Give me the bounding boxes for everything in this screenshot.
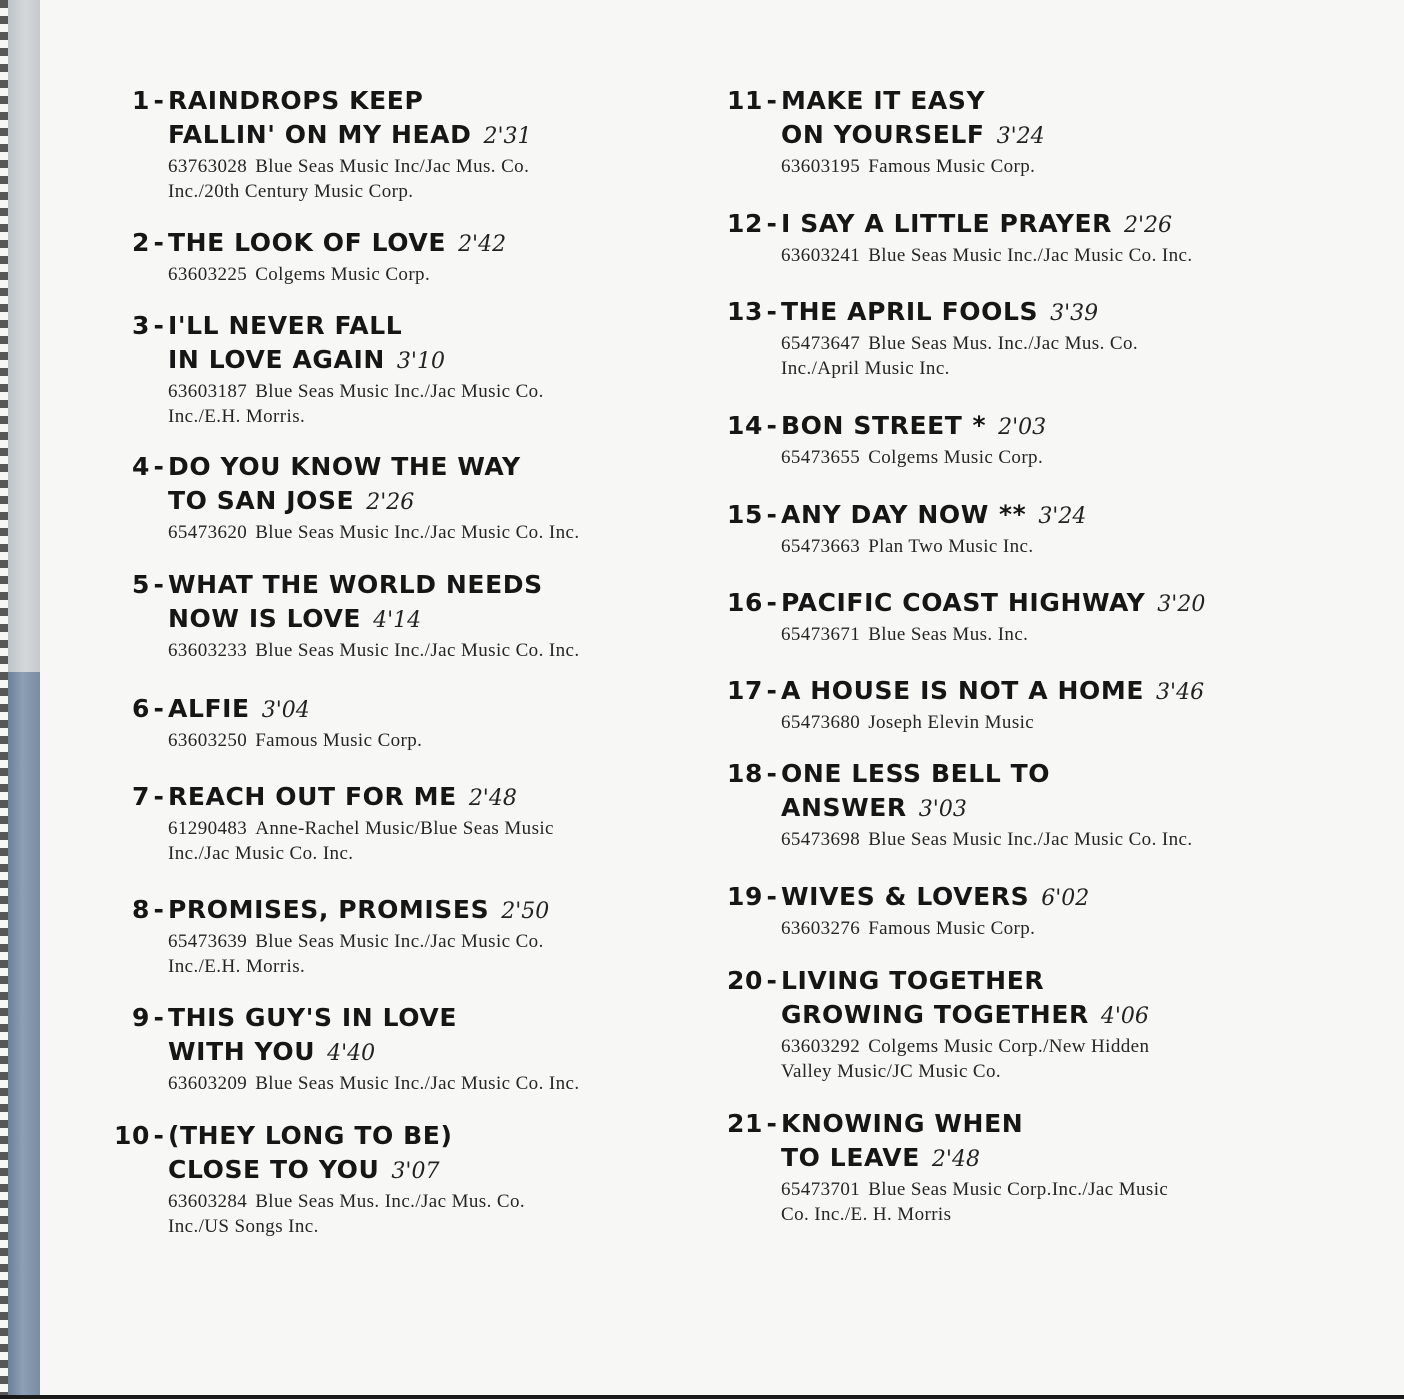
track-duration: 3'03: [918, 797, 967, 822]
track-title: [713, 207, 1193, 243]
publisher-text: Colgems Music Corp.: [868, 447, 1044, 468]
track-number-separator: -: [766, 966, 778, 995]
publisher-line: [781, 1177, 1168, 1202]
track-title-line: [100, 1001, 580, 1035]
track-entry: [100, 84, 532, 204]
catalog-code: 63603241: [781, 245, 861, 266]
publisher-line: [781, 710, 1204, 735]
track-title-line: [713, 964, 1149, 998]
track-publishing-info: [713, 243, 1193, 268]
publisher-text: Blue Seas Music Inc./Jac Music Co. Inc.: [868, 829, 1193, 850]
track-entry: [100, 450, 580, 545]
track-number-separator: -: [766, 86, 778, 115]
track-title-line: [713, 674, 1204, 710]
track-entry: [713, 295, 1138, 381]
track-entry: [713, 674, 1204, 735]
publisher-text: Colgems Music Corp.: [255, 264, 431, 285]
track-number: 5: [132, 570, 150, 599]
publisher-text: Co. Inc./E. H. Morris: [781, 1204, 952, 1225]
track-title: [100, 309, 544, 379]
track-entry: [100, 309, 544, 429]
publisher-line: [168, 379, 544, 404]
catalog-code: 65473639: [168, 931, 248, 952]
track-title: [100, 893, 549, 929]
catalog-code: 65473701: [781, 1179, 861, 1200]
track-title: [100, 226, 506, 262]
track-title-line: [100, 568, 580, 602]
track-title-line: [100, 84, 532, 118]
publisher-line: [168, 841, 554, 866]
publisher-line: [168, 179, 532, 204]
track-title-text: PROMISES, PROMISES: [168, 895, 490, 924]
catalog-code: 63603195: [781, 156, 861, 177]
track-publishing-info: [713, 1177, 1168, 1227]
track-number-separator: -: [766, 676, 778, 705]
binding-edge: [0, 0, 8, 1399]
track-number-separator: -: [153, 228, 165, 257]
track-entry: [100, 568, 580, 663]
publisher-text: Inc./20th Century Music Corp.: [168, 181, 414, 202]
track-number-separator: -: [153, 570, 165, 599]
track-title-text: MAKE IT EASY: [781, 86, 986, 115]
publisher-text: Blue Seas Music Corp.Inc./Jac Music: [868, 1179, 1169, 1200]
track-duration: 2'50: [501, 899, 550, 924]
track-title-text: RAINDROPS KEEP: [168, 86, 424, 115]
publisher-text: Blue Seas Music Inc./Jac Music Co. Inc.: [255, 640, 580, 661]
catalog-code: 65473680: [781, 712, 861, 733]
track-number-separator: -: [766, 500, 778, 529]
track-duration: 3'24: [1038, 504, 1087, 529]
track-number: 4: [132, 452, 150, 481]
publisher-text: Famous Music Corp.: [255, 730, 423, 751]
track-entry: [100, 1001, 580, 1096]
track-publishing-info: [713, 827, 1193, 852]
publisher-text: Inc./E.H. Morris.: [168, 406, 306, 427]
track-publishing-info: [100, 520, 580, 545]
publisher-text: Blue Seas Music Inc./Jac Music Co.: [255, 381, 544, 402]
publisher-line: [168, 154, 532, 179]
catalog-code: 65473647: [781, 333, 861, 354]
publisher-line: [168, 638, 580, 663]
publisher-text: Blue Seas Music Inc./Jac Music Co. Inc.: [255, 1073, 580, 1094]
catalog-code: 63603209: [168, 1073, 248, 1094]
track-title-text: LIVING TOGETHER: [781, 966, 1045, 995]
track-publishing-info: [713, 916, 1089, 941]
track-number: 19: [727, 882, 763, 911]
catalog-code: 65473620: [168, 522, 248, 543]
track-number: 8: [132, 895, 150, 924]
publisher-line: [781, 445, 1046, 470]
track-number: 20: [727, 966, 763, 995]
track-duration: 6'02: [1041, 886, 1090, 911]
track-title: [100, 1001, 580, 1071]
track-title-line: [100, 1035, 580, 1071]
track-duration: 3'46: [1156, 680, 1205, 705]
track-number: 7: [132, 782, 150, 811]
publisher-line: [781, 1202, 1168, 1227]
catalog-code: 61290483: [168, 818, 248, 839]
publisher-text: Blue Seas Mus. Inc./Jac Mus. Co.: [255, 1191, 526, 1212]
track-title-text: GROWING TOGETHER: [781, 1000, 1089, 1029]
track-publishing-info: [713, 710, 1204, 735]
publisher-line: [168, 954, 549, 979]
publisher-line: [168, 262, 506, 287]
track-number: 1: [132, 86, 150, 115]
publisher-line: [781, 331, 1138, 356]
track-duration: 4'14: [373, 608, 422, 633]
track-entry: [713, 207, 1193, 268]
track-publishing-info: [100, 1189, 525, 1239]
track-duration: 4'06: [1100, 1004, 1149, 1029]
track-title-text: THE LOOK OF LOVE: [168, 228, 447, 257]
catalog-code: 63603284: [168, 1191, 248, 1212]
publisher-line: [781, 154, 1045, 179]
track-duration: 4'40: [327, 1041, 376, 1066]
publisher-line: [168, 1189, 525, 1214]
track-number: 2: [132, 228, 150, 257]
track-title-text: ON YOURSELF: [781, 120, 985, 149]
track-title: [713, 674, 1204, 710]
track-number-separator: -: [766, 209, 778, 238]
track-title-line: [100, 1153, 525, 1189]
track-entry: [713, 880, 1089, 941]
track-title-text: KNOWING WHEN: [781, 1109, 1024, 1138]
catalog-code: 63603233: [168, 640, 248, 661]
publisher-line: [781, 622, 1205, 647]
track-title-text: DO YOU KNOW THE WAY: [168, 452, 521, 481]
track-duration: 3'39: [1050, 301, 1099, 326]
publisher-text: Joseph Elevin Music: [868, 712, 1035, 733]
track-number-separator: -: [153, 694, 165, 723]
publisher-text: Blue Seas Mus. Inc.: [868, 624, 1029, 645]
track-title-text: BON STREET: [781, 411, 963, 440]
publisher-line: [168, 1214, 525, 1239]
track-number-separator: -: [766, 759, 778, 788]
track-duration: 2'26: [1124, 213, 1173, 238]
track-title-text: WHAT THE WORLD NEEDS: [168, 570, 543, 599]
track-number-separator: -: [153, 782, 165, 811]
track-publishing-info: [713, 622, 1205, 647]
track-number: 6: [132, 694, 150, 723]
track-title: [100, 568, 580, 638]
catalog-code: 65473698: [781, 829, 861, 850]
track-title-text: FALLIN' ON MY HEAD: [168, 120, 472, 149]
track-title-line: [713, 998, 1149, 1034]
track-duration: 3'04: [261, 698, 310, 723]
publisher-text: Plan Two Music Inc.: [868, 536, 1034, 557]
track-title-line: [713, 409, 1046, 445]
track-title-line: [100, 450, 580, 484]
track-title-text: PACIFIC COAST HIGHWAY: [781, 588, 1146, 617]
track-title-line: [713, 84, 1045, 118]
track-title-text: TO SAN JOSE: [168, 486, 355, 515]
track-duration: 2'42: [458, 232, 507, 257]
track-title: [100, 1119, 525, 1189]
catalog-code: 63603187: [168, 381, 248, 402]
track-number: 18: [727, 759, 763, 788]
track-entry: [713, 964, 1149, 1084]
track-title: [713, 498, 1086, 534]
track-title-text: I'LL NEVER FALL: [168, 311, 403, 340]
track-title-line: [100, 309, 544, 343]
track-publishing-info: [100, 1071, 580, 1096]
track-title: [100, 780, 554, 816]
track-title: [713, 964, 1149, 1034]
track-entry: [713, 1107, 1168, 1227]
catalog-code: 63603250: [168, 730, 248, 751]
publisher-line: [781, 534, 1086, 559]
track-publishing-info: [713, 331, 1138, 381]
track-title-text: THE APRIL FOOLS: [781, 297, 1039, 326]
track-title-text: THIS GUY'S IN LOVE: [168, 1003, 458, 1032]
catalog-code: 63603292: [781, 1036, 861, 1057]
publisher-line: [781, 1034, 1149, 1059]
track-entry: [100, 893, 549, 979]
track-publishing-info: [100, 379, 544, 429]
track-publishing-info: [100, 929, 549, 979]
track-publishing-info: [100, 816, 554, 866]
publisher-text: Blue Seas Music Inc./Jac Music Co. Inc.: [255, 522, 580, 543]
spine-strip-blue: [8, 672, 40, 1399]
page-bottom-edge: [0, 1395, 1404, 1399]
track-entry: [713, 757, 1193, 852]
track-entry: [100, 226, 506, 287]
track-title-text: ANSWER: [781, 793, 907, 822]
publisher-text: Inc./E.H. Morris.: [168, 956, 306, 977]
track-title: [100, 692, 422, 728]
track-title-line: [100, 484, 580, 520]
track-title-line: [100, 226, 506, 262]
track-title-line: [100, 118, 532, 154]
track-title: [713, 586, 1205, 622]
track-title-line: [713, 791, 1193, 827]
catalog-code: 63603225: [168, 264, 248, 285]
publisher-line: [781, 243, 1193, 268]
publisher-text: Blue Seas Music Inc./Jac Music Co. Inc.: [868, 245, 1193, 266]
track-duration: 2'48: [468, 786, 517, 811]
track-title: [713, 880, 1089, 916]
track-duration: 3'24: [996, 124, 1045, 149]
track-title-line: [713, 1107, 1168, 1141]
track-publishing-info: [713, 1034, 1149, 1084]
track-number-separator: -: [153, 452, 165, 481]
catalog-code: 65473671: [781, 624, 861, 645]
publisher-text: Famous Music Corp.: [868, 918, 1036, 939]
track-title-line: [100, 343, 544, 379]
track-title: [713, 1107, 1168, 1177]
track-title-line: [100, 780, 554, 816]
publisher-text: Famous Music Corp.: [868, 156, 1036, 177]
track-title-text: CLOSE TO YOU: [168, 1155, 380, 1184]
track-title-line: [100, 602, 580, 638]
track-duration: 3'10: [396, 349, 445, 374]
track-title-line: [713, 757, 1193, 791]
publisher-text: Blue Seas Mus. Inc./Jac Mus. Co.: [868, 333, 1139, 354]
track-entry: [713, 409, 1046, 470]
track-duration: 3'20: [1157, 592, 1206, 617]
track-title: [100, 84, 532, 154]
track-number-separator: -: [153, 1121, 165, 1150]
publisher-text: Colgems Music Corp./New Hidden: [868, 1036, 1150, 1057]
track-number-separator: -: [153, 1003, 165, 1032]
track-number: 21: [727, 1109, 763, 1138]
track-title: [100, 450, 580, 520]
track-entry: [100, 1119, 525, 1239]
publisher-line: [168, 404, 544, 429]
publisher-line: [781, 1059, 1149, 1084]
track-number: 12: [727, 209, 763, 238]
track-title-line: [713, 498, 1086, 534]
track-title-text: I SAY A LITTLE PRAYER: [781, 209, 1113, 238]
track-title-line: [713, 1141, 1168, 1177]
track-publishing-info: [713, 534, 1086, 559]
track-duration: 2'26: [366, 490, 415, 515]
track-entry: [713, 586, 1205, 647]
track-entry: [713, 84, 1045, 179]
publisher-line: [781, 827, 1193, 852]
track-publishing-info: [100, 262, 506, 287]
catalog-code: 63603276: [781, 918, 861, 939]
track-number-separator: -: [153, 86, 165, 115]
track-title-line: [713, 207, 1193, 243]
track-number-separator: -: [766, 297, 778, 326]
track-entry: [100, 692, 422, 753]
track-title-text: A HOUSE IS NOT A HOME: [781, 676, 1145, 705]
track-title-text: NOW IS LOVE: [168, 604, 362, 633]
track-entry: [713, 498, 1086, 559]
track-publishing-info: [713, 445, 1046, 470]
track-title: [713, 295, 1138, 331]
track-title-text: WITH YOU: [168, 1037, 316, 1066]
track-number-separator: -: [766, 588, 778, 617]
publisher-line: [781, 916, 1089, 941]
track-title-text: TO LEAVE: [781, 1143, 920, 1172]
track-duration: 2'31: [483, 124, 532, 149]
track-number: 10: [114, 1121, 150, 1150]
publisher-text: Anne-Rachel Music/Blue Seas Music: [255, 818, 554, 839]
track-publishing-info: [100, 638, 580, 663]
publisher-line: [168, 929, 549, 954]
track-title-text: ANY DAY NOW: [781, 500, 989, 529]
publisher-line: [168, 520, 580, 545]
track-number: 15: [727, 500, 763, 529]
track-duration: 2'03: [998, 415, 1047, 440]
track-number-separator: -: [153, 895, 165, 924]
publisher-line: [781, 356, 1138, 381]
track-number-separator: -: [766, 1109, 778, 1138]
track-title-line: [100, 893, 549, 929]
track-title-text: (THEY LONG TO BE): [168, 1121, 453, 1150]
publisher-text: Inc./April Music Inc.: [781, 358, 950, 379]
track-entry: [100, 780, 554, 866]
publisher-line: [168, 816, 554, 841]
track-title-line: [713, 880, 1089, 916]
track-title-text: WIVES & LOVERS: [781, 882, 1030, 911]
track-title-line: [713, 118, 1045, 154]
track-duration: 3'07: [391, 1159, 440, 1184]
track-title: [713, 409, 1046, 445]
track-title: [713, 84, 1045, 154]
track-number: 17: [727, 676, 763, 705]
track-number-separator: -: [153, 311, 165, 340]
publisher-line: [168, 1071, 580, 1096]
track-number-separator: -: [766, 882, 778, 911]
publisher-text: Inc./US Songs Inc.: [168, 1216, 319, 1237]
catalog-code: 65473663: [781, 536, 861, 557]
publisher-text: Valley Music/JC Music Co.: [781, 1061, 1002, 1082]
track-title-line: [713, 586, 1205, 622]
track-footnote-mark: **: [998, 500, 1027, 529]
publisher-text: Blue Seas Music Inc/Jac Mus. Co.: [255, 156, 530, 177]
track-title: [713, 757, 1193, 827]
publisher-text: Inc./Jac Music Co. Inc.: [168, 843, 354, 864]
track-number-separator: -: [766, 411, 778, 440]
catalog-code: 63763028: [168, 156, 248, 177]
track-publishing-info: [100, 728, 422, 753]
track-title-text: REACH OUT FOR ME: [168, 782, 457, 811]
publisher-line: [168, 728, 422, 753]
catalog-code: 65473655: [781, 447, 861, 468]
publisher-text: Blue Seas Music Inc./Jac Music Co.: [255, 931, 544, 952]
track-title-text: IN LOVE AGAIN: [168, 345, 385, 374]
track-publishing-info: [100, 154, 532, 204]
spine-strip-grey: [8, 0, 40, 672]
track-number: 13: [727, 297, 763, 326]
track-footnote-mark: *: [972, 411, 987, 440]
track-title-text: ONE LESS BELL TO: [781, 759, 1051, 788]
track-number: 14: [727, 411, 763, 440]
track-title-text: ALFIE: [168, 694, 250, 723]
track-number: 16: [727, 588, 763, 617]
track-publishing-info: [713, 154, 1045, 179]
track-title-line: [100, 1119, 525, 1153]
track-duration: 2'48: [931, 1147, 980, 1172]
track-number: 3: [132, 311, 150, 340]
track-number: 9: [132, 1003, 150, 1032]
track-number: 11: [727, 86, 763, 115]
track-title-line: [713, 295, 1138, 331]
track-title-line: [100, 692, 422, 728]
